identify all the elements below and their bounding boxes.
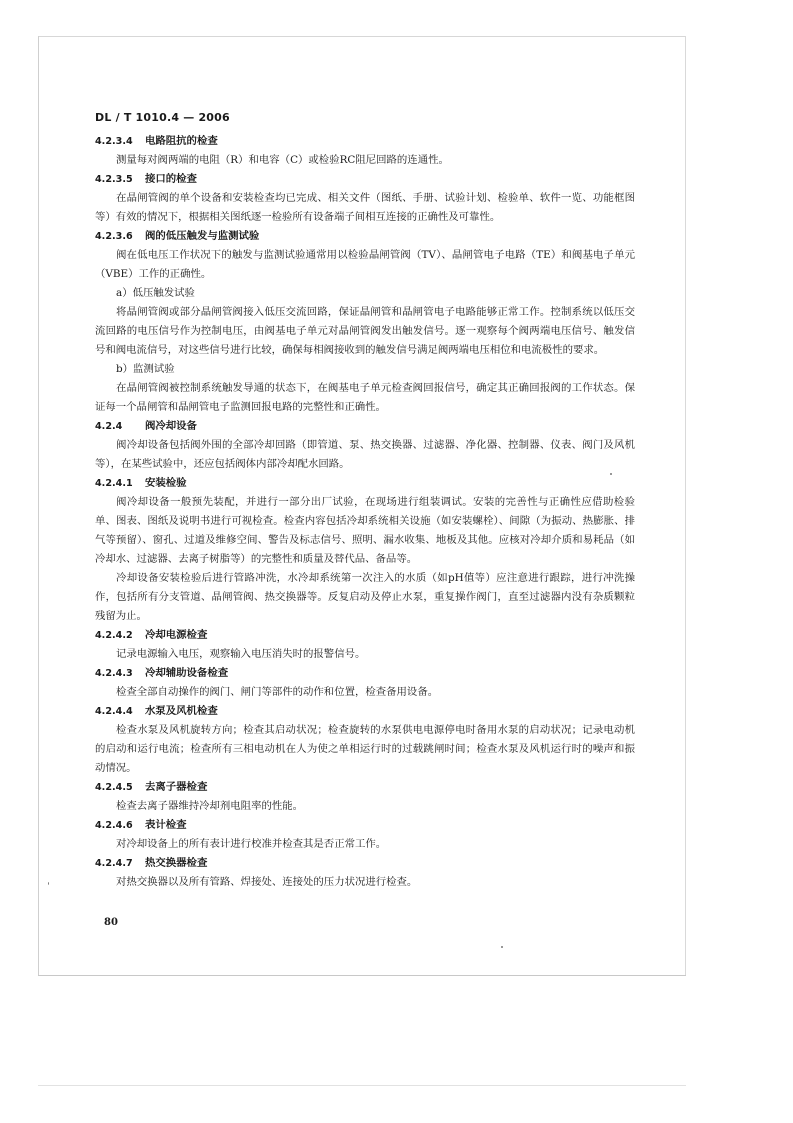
section-4-2-4-6 bbox=[95, 816, 635, 854]
paragraph: 阀在低电压工作状况下的触发与监测试验通常用以检验晶闸管阀（TV）、晶闸管电子电路（TE）和阀基电子单元（VBE）工作的正确性。 bbox=[95, 249, 635, 280]
section-4-2-4-7 bbox=[95, 854, 635, 892]
section-title: 接口的检查 bbox=[145, 173, 197, 185]
section-title: 电路阻抗的检查 bbox=[145, 135, 218, 147]
paragraph: 检查全部自动操作的阀门、闸门等部件的动作和位置，检查备用设备。 bbox=[116, 686, 439, 698]
scan-border-left bbox=[38, 36, 39, 976]
subsection-label: b）监测试验 bbox=[116, 363, 175, 375]
section-number: 4.2.4.4 bbox=[95, 706, 133, 717]
paragraph: 阀冷却设备一般预先装配，并进行一部分出厂试验，在现场进行组装调试。安装的完善性与正确性应借助检验单、图表、图纸及说明书进行可视检查。检查内容包括冷却系统相关设施（如安装螺栓）、间隙（为振动、热膨胀、排气等预留）、窗孔、过道及维修空间、警告及标志信号、照明、漏水收集、地板及其他。应核对冷却介质和易耗品（如冷却水、过滤器、去离子树脂等）的完整性和质量及替代品、备品等。 bbox=[95, 496, 635, 565]
section-heading bbox=[95, 474, 635, 493]
section-title: 去离子器检查 bbox=[145, 781, 208, 793]
section-title: 表计检查 bbox=[145, 819, 187, 831]
page-content bbox=[95, 132, 635, 892]
section-title: 水泵及风机检查 bbox=[145, 705, 218, 717]
scan-border-top bbox=[38, 36, 686, 37]
paragraph: 将晶闸管阀或部分晶闸管阀接入低压交流回路，保证晶闸管和晶闸管电子电路能够正常工作。控制系统以低压交流回路的电压信号作为控制电压，由阀基电子单元对晶闸管阀发出触发信号。逐一观察每个阀两端电压信号、触发信号和阀电流信号，对这些信号进行比较，确保每相阀接收到的触发信号满足阀两端电压相位和电流极性的要求。 bbox=[95, 306, 635, 356]
section-heading bbox=[95, 816, 635, 835]
section-heading bbox=[95, 626, 635, 645]
section-heading bbox=[95, 854, 635, 873]
scan-border-bottom bbox=[38, 975, 686, 976]
scan-speck bbox=[48, 882, 49, 885]
page-number: 80 bbox=[104, 917, 118, 928]
paragraph: 测量每对阀两端的电阻（R）和电容（C）或检验RC阻尼回路的连通性。 bbox=[116, 154, 449, 166]
section-4-2-4-4 bbox=[95, 702, 635, 778]
paragraph: 阀冷却设备包括阀外围的全部冷却回路（即管道、泵、热交换器、过滤器、净化器、控制器、仪表、阀门及风机等），在某些试验中，还应包括阀体内部冷却配水回路。 bbox=[95, 439, 635, 470]
bottom-rule bbox=[38, 1085, 686, 1086]
section-number: 4.2.4.2 bbox=[95, 630, 133, 641]
section-4-2-3-5 bbox=[95, 170, 635, 227]
section-number: 4.2.3.4 bbox=[95, 136, 133, 147]
section-4-2-3-6 bbox=[95, 227, 635, 417]
section-heading bbox=[95, 778, 635, 797]
section-heading bbox=[95, 417, 635, 436]
section-heading bbox=[95, 664, 635, 683]
section-title: 冷却辅助设备检查 bbox=[145, 667, 229, 679]
section-4-2-3-4 bbox=[95, 132, 635, 170]
section-number: 4.2.4.6 bbox=[95, 820, 133, 831]
paragraph: 对热交换器以及所有管路、焊接处、连接处的压力状况进行检查。 bbox=[116, 876, 418, 888]
paragraph: 检查去离子器维持冷却剂电阻率的性能。 bbox=[116, 800, 304, 812]
section-4-2-4-3 bbox=[95, 664, 635, 702]
section-number: 4.2.3.6 bbox=[95, 231, 133, 242]
section-4-2-4 bbox=[95, 417, 635, 474]
section-title: 阀冷却设备 bbox=[145, 420, 197, 432]
scan-speck bbox=[501, 946, 503, 948]
section-number: 4.2.4.5 bbox=[95, 782, 133, 793]
scan-border-right bbox=[685, 36, 686, 976]
paragraph: 在晶闸管阀的单个设备和安装检查均已完成、相关文件（图纸、手册、试验计划、检验单、软件一览、功能框图等）有效的情况下，根据相关图纸逐一检验所有设备端子间相互连接的正确性及可靠性。 bbox=[95, 192, 635, 223]
section-number: 4.2.4.7 bbox=[95, 858, 133, 869]
section-title: 热交换器检查 bbox=[145, 857, 208, 869]
section-4-2-4-5 bbox=[95, 778, 635, 816]
standard-header: DL / T 1010.4 — 2006 bbox=[95, 111, 230, 124]
section-number: 4.2.3.5 bbox=[95, 174, 133, 185]
section-title: 冷却电源检查 bbox=[145, 629, 208, 641]
section-title: 安装检验 bbox=[145, 477, 187, 489]
section-heading bbox=[95, 132, 635, 151]
subsection-label: a）低压触发试验 bbox=[116, 287, 195, 299]
section-number: 4.2.4.3 bbox=[95, 668, 133, 679]
paragraph: 记录电源输入电压，观察输入电压消失时的报警信号。 bbox=[116, 648, 366, 660]
paragraph: 冷却设备安装检验后进行管路冲洗，水冷却系统第一次注入的水质（如pH值等）应注意进行跟踪，进行冲洗操作，包括所有分支管道、晶闸管阀、热交换器等。反复启动及停止水泵，重复操作阀门，直至过滤器内没有杂质颗粒残留为止。 bbox=[95, 572, 635, 622]
section-heading bbox=[95, 227, 635, 246]
section-number: 4.2.4 bbox=[95, 421, 123, 432]
section-heading bbox=[95, 170, 635, 189]
paragraph: 检查水泵及风机旋转方向；检查其启动状况；检查旋转的水泵供电电源停电时备用水泵的启动状况；记录电动机的启动和运行电流；检查所有三相电动机在人为使之单相运行时的过载跳闸时间；检查水泵及风机运行时的噪声和振动情况。 bbox=[95, 724, 635, 774]
paragraph: 在晶闸管阀被控制系统触发导通的状态下，在阀基电子单元检查阀回报信号，确定其正确回报阀的工作状态。保证每一个晶闸管和晶闸管电子监测回报电路的完整性和正确性。 bbox=[95, 382, 635, 413]
section-title: 阀的低压触发与监测试验 bbox=[145, 230, 260, 242]
section-4-2-4-2 bbox=[95, 626, 635, 664]
section-4-2-4-1 bbox=[95, 474, 635, 626]
section-heading bbox=[95, 702, 635, 721]
paragraph: 对冷却设备上的所有表计进行校准并检查其是否正常工作。 bbox=[116, 838, 387, 850]
section-number: 4.2.4.1 bbox=[95, 478, 133, 489]
